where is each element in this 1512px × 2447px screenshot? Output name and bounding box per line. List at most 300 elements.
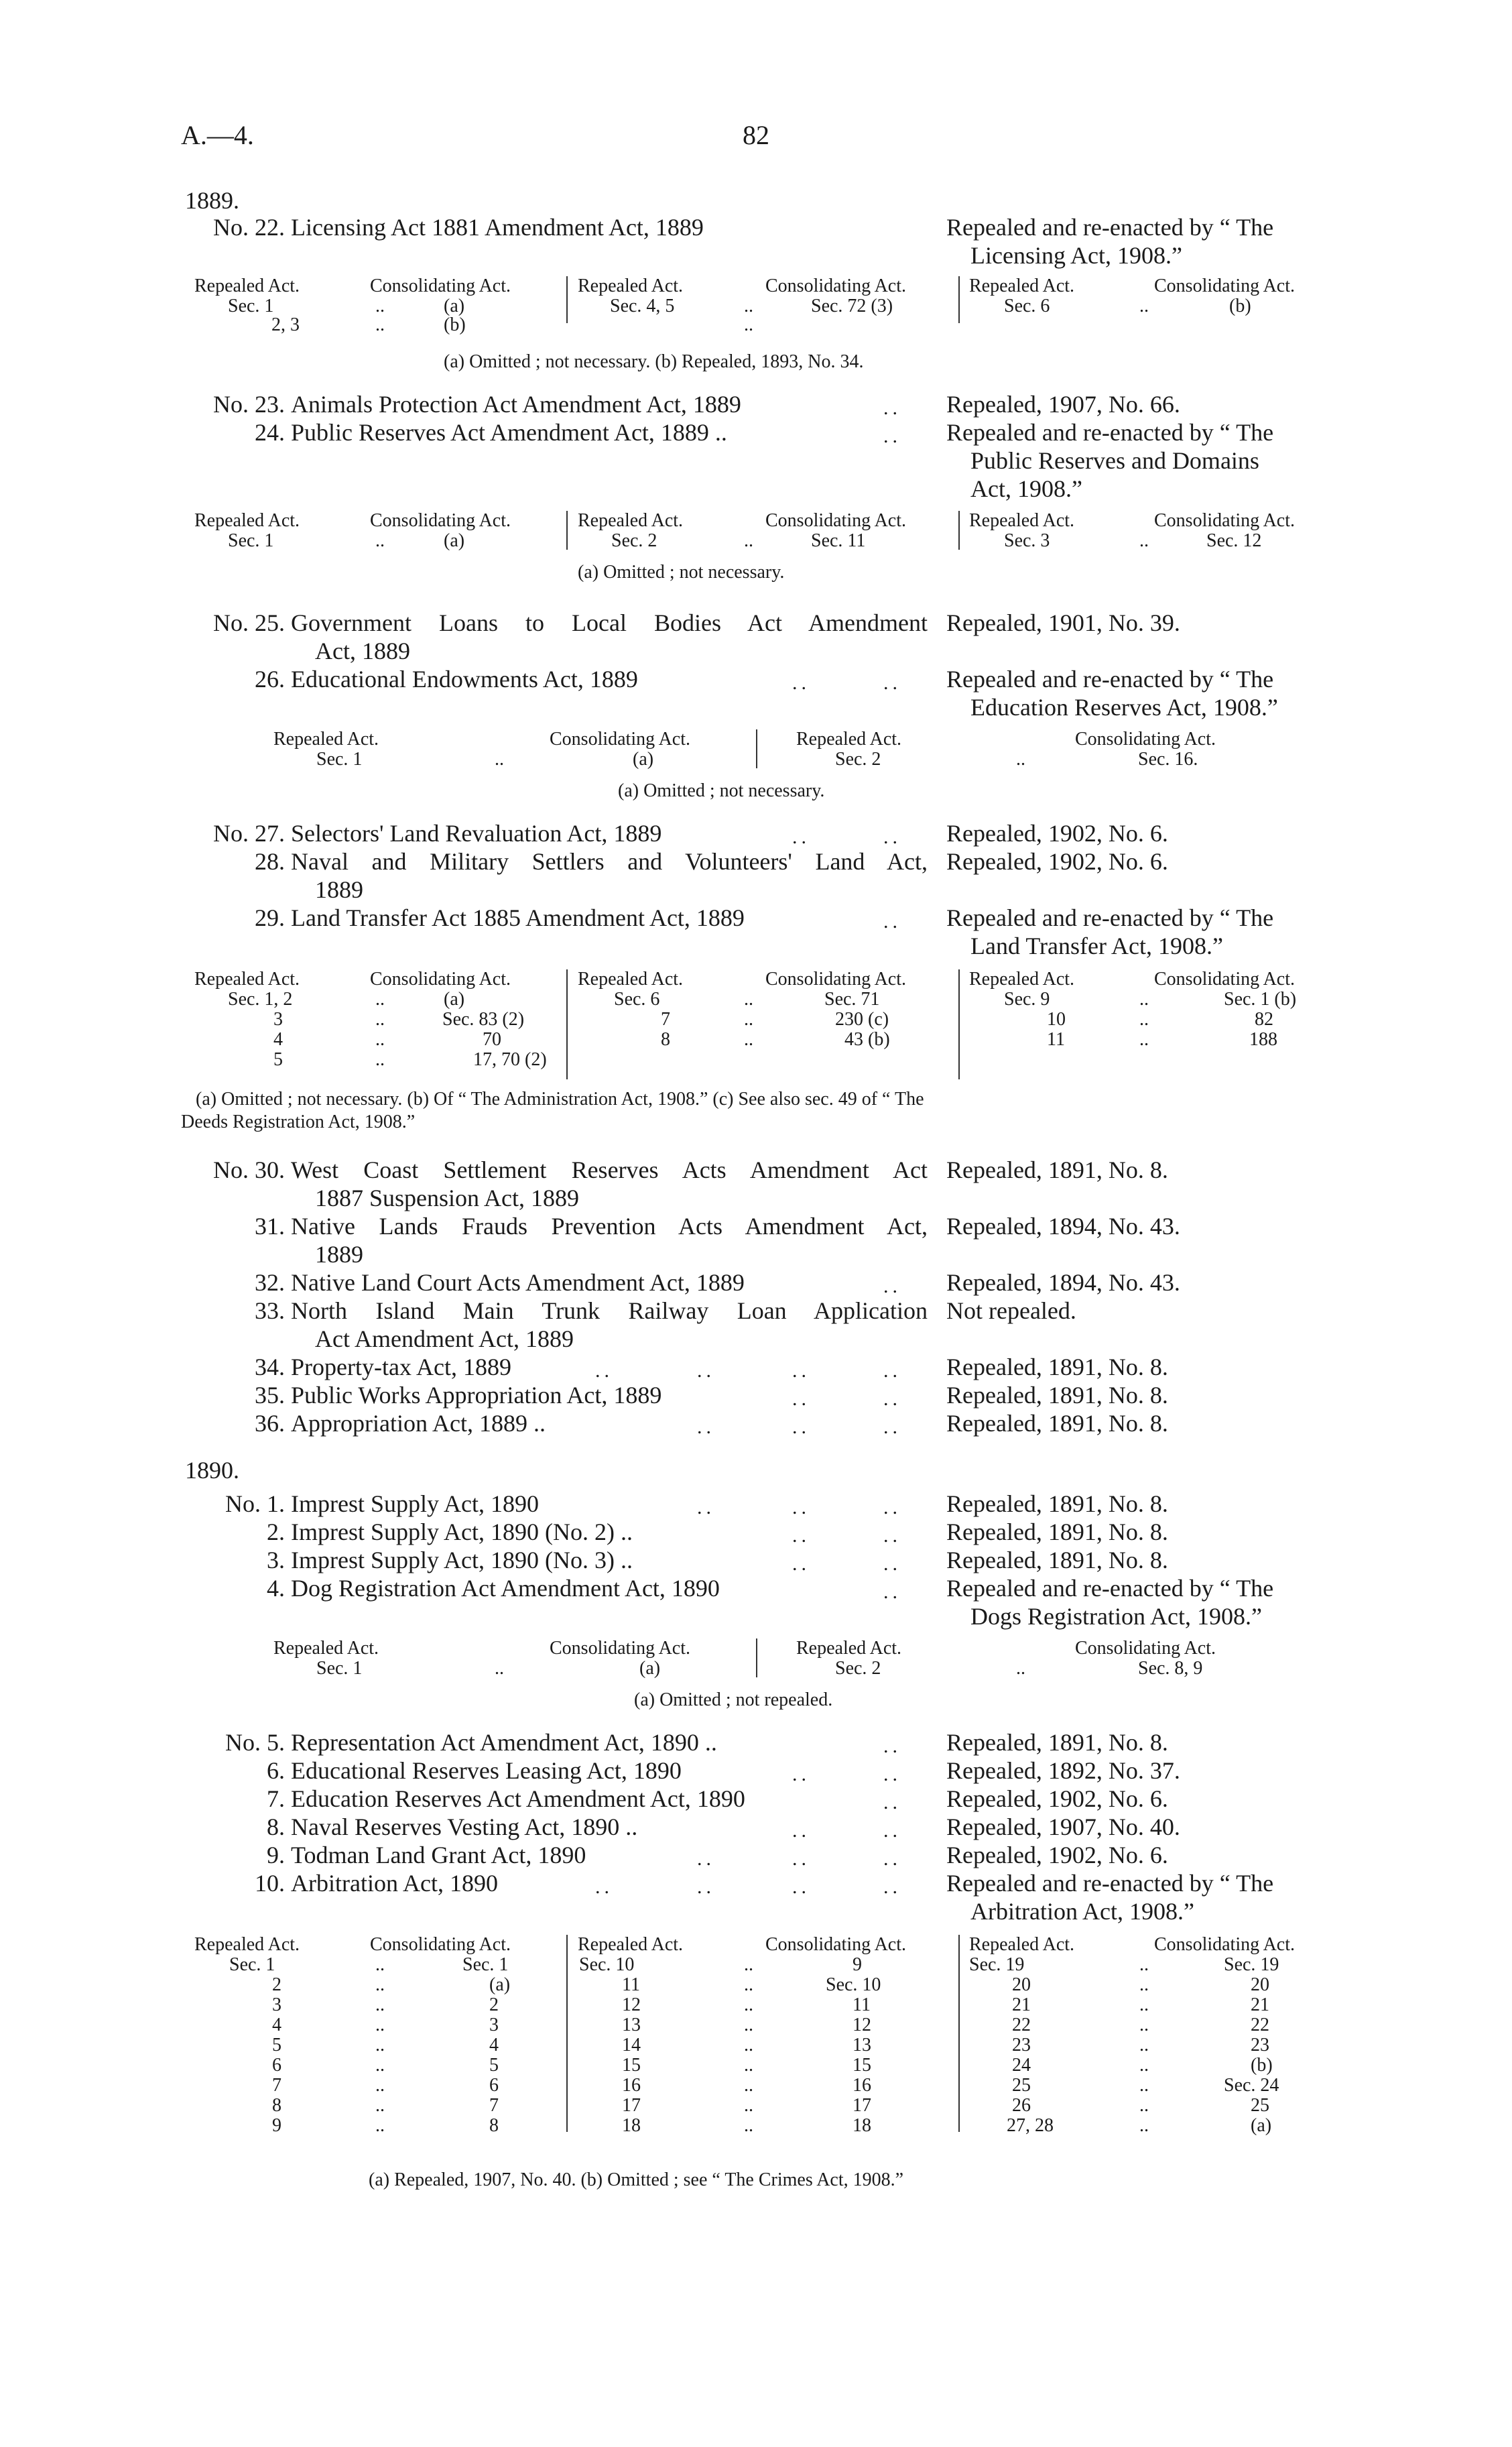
consolidating-section: (b) — [1251, 2055, 1273, 2076]
act-number: 32. — [255, 1269, 285, 1296]
act-status-line: Repealed and re-enacted by “ The — [946, 1575, 1274, 1602]
act-status: Repealed, 1891, No. 8. — [946, 1156, 1168, 1183]
leader-dots: .. — [1139, 530, 1149, 551]
act-status-line: Dogs Registration Act, 1908.” — [970, 1603, 1262, 1630]
repealed-section: Sec. 2 — [835, 1658, 881, 1679]
act-status: Repealed, 1902, No. 6. — [946, 820, 1168, 847]
act-status: Repealed, 1907, No. 66. — [946, 391, 1180, 418]
leader-dots: .. — [744, 989, 753, 1010]
leader-dots: .. — [495, 749, 504, 770]
leader-dots: .. — [792, 1819, 810, 1842]
act-title: Naval Reserves Vesting Act, 1890 .. — [291, 1813, 638, 1840]
repealed-section: 8 — [272, 2095, 281, 2116]
leader-dots: .. — [744, 1954, 753, 1975]
consolidating-section: (a) — [639, 1658, 661, 1679]
repealed-section: 11 — [1047, 1029, 1065, 1050]
column-header: Consolidating Act. — [370, 1934, 511, 1955]
leader-dots: .. — [1139, 1029, 1149, 1050]
leader-dots: .. — [883, 1360, 901, 1382]
column-divider — [566, 969, 568, 1079]
column-header: Consolidating Act. — [1154, 1934, 1295, 1955]
consolidating-section: 13 — [853, 2035, 871, 2055]
consolidating-section: Sec. 1 (b) — [1224, 989, 1297, 1010]
leader-dots: .. — [1139, 1974, 1149, 1995]
leader-dots: .. — [1139, 2035, 1149, 2055]
consolidating-section: 16 — [853, 2075, 871, 2096]
consolidating-section: 230 (c) — [835, 1009, 889, 1030]
leader-dots: .. — [697, 1848, 715, 1870]
act-number: 9. — [267, 1842, 285, 1868]
consolidating-section: 23 — [1251, 2035, 1269, 2055]
act-title: Animals Protection Act Amendment Act, 1889 — [291, 391, 741, 418]
act-status — [946, 1574, 1367, 1630]
act-number: 26. — [255, 666, 285, 693]
leader-dots: .. — [883, 1388, 901, 1410]
leader-dots: .. — [744, 2035, 753, 2055]
column-header: Repealed Act. — [969, 276, 1075, 296]
act-number: 2. — [267, 1518, 285, 1545]
repealed-section: 11 — [622, 1974, 640, 1995]
leader-dots: .. — [697, 1416, 715, 1438]
act-status: Repealed, 1892, No. 37. — [946, 1757, 1180, 1784]
leader-dots: .. — [1139, 296, 1149, 316]
consolidating-section: Sec. 16. — [1138, 749, 1198, 770]
leader-dots: .. — [744, 530, 753, 551]
act-title-line: Government Loans to Local Bodies Act Amendment — [291, 609, 928, 636]
leader-dots: .. — [375, 1994, 385, 2015]
consolidating-section: Sec. 11 — [811, 530, 866, 551]
repealed-section: 7 — [661, 1009, 670, 1030]
repealed-section: 4 — [273, 1029, 283, 1050]
consolidating-section: (a) — [633, 749, 654, 770]
repealed-section: 27, 28 — [1007, 2115, 1054, 2136]
section-table — [194, 1935, 1347, 2136]
act-status-line: Repealed and re-enacted by “ The — [946, 419, 1274, 446]
repealed-section: Sec. 4, 5 — [610, 296, 675, 316]
act-number: 3. — [267, 1547, 285, 1573]
column-divider — [958, 969, 960, 1079]
act-status: Repealed, 1891, No. 8. — [946, 1490, 1168, 1517]
act-title: Public Works Appropriation Act, 1889 — [291, 1382, 662, 1409]
consolidating-section: 17, 70 (2) — [473, 1049, 547, 1070]
consolidating-section: Sec. 1 — [462, 1954, 509, 1975]
column-header: Consolidating Act. — [370, 276, 511, 296]
leader-dots: .. — [1139, 2115, 1149, 2136]
act-status: Repealed, 1891, No. 8. — [946, 1729, 1168, 1756]
column-header: Consolidating Act. — [550, 729, 690, 750]
act-title-line: Native Lands Frauds Prevention Acts Amendment Act, — [291, 1213, 928, 1240]
act-number: No. 1. — [225, 1490, 285, 1517]
consolidating-section: (b) — [1229, 296, 1251, 316]
consolidating-section: 2 — [489, 1994, 499, 2015]
act-number: No. 25. — [213, 609, 285, 636]
repealed-section: 14 — [622, 2035, 641, 2055]
act-status-line: Public Reserves and Domains — [970, 447, 1259, 474]
column-header: Repealed Act. — [194, 969, 300, 990]
leader-dots: .. — [375, 1974, 385, 1995]
repealed-section: 12 — [622, 1994, 641, 2015]
leader-dots: .. — [697, 1496, 715, 1518]
act-title — [291, 847, 928, 904]
leader-dots: .. — [883, 1819, 901, 1842]
consolidating-section: Sec. 24 — [1224, 2075, 1279, 2096]
consolidating-section: (a) — [489, 1974, 511, 1995]
consolidating-section: (b) — [444, 314, 466, 335]
column-divider — [756, 1638, 757, 1677]
leader-dots: .. — [883, 672, 901, 694]
leader-dots: .. — [744, 2075, 753, 2096]
consolidating-section: 6 — [489, 2075, 499, 2096]
column-header: Repealed Act. — [194, 276, 300, 296]
leader-dots: .. — [883, 1791, 901, 1813]
section-table — [194, 511, 1347, 551]
repealed-section: 18 — [622, 2115, 641, 2136]
consolidating-section: Sec. 12 — [1206, 530, 1262, 551]
act-number: No. 5. — [225, 1729, 285, 1756]
act-status: Repealed, 1901, No. 39. — [946, 609, 1180, 636]
table-footnote: (a) Omitted ; not repealed. — [634, 1689, 833, 1710]
column-divider — [958, 1935, 960, 2132]
leader-dots: .. — [792, 1416, 810, 1438]
act-number: 8. — [267, 1813, 285, 1840]
consolidating-section: 15 — [853, 2055, 871, 2076]
leader-dots: .. — [883, 826, 901, 848]
leader-dots: .. — [883, 1275, 901, 1297]
act-status-line: Repealed and re-enacted by “ The — [946, 214, 1274, 241]
repealed-section: 6 — [272, 2055, 281, 2076]
year-heading: 1889. — [185, 187, 239, 214]
consolidating-section: 21 — [1251, 1994, 1269, 2015]
leader-dots: .. — [375, 2035, 385, 2055]
consolidating-section: 25 — [1251, 2095, 1269, 2116]
repealed-section: 5 — [273, 1049, 283, 1070]
act-title: Education Reserves Act Amendment Act, 1890 — [291, 1785, 745, 1812]
page-number: 82 — [743, 120, 769, 150]
repealed-section: 21 — [1012, 1994, 1031, 2015]
act-status: Repealed, 1894, No. 43. — [946, 1213, 1180, 1240]
act-status — [946, 665, 1367, 721]
act-title: Selectors' Land Revaluation Act, 1889 — [291, 820, 662, 847]
repealed-section: 4 — [272, 2015, 281, 2035]
leader-dots: .. — [792, 1360, 810, 1382]
act-status — [946, 213, 1367, 270]
act-number: 36. — [255, 1410, 285, 1437]
column-header: Repealed Act. — [273, 729, 379, 750]
leader-dots: .. — [375, 2115, 385, 2136]
repealed-section: Sec. 19 — [969, 1954, 1025, 1975]
act-title-line: 1889 — [315, 876, 363, 903]
column-divider — [958, 276, 960, 323]
consolidating-section: Sec. 72 (3) — [811, 296, 893, 316]
act-number: 35. — [255, 1382, 285, 1409]
leader-dots: .. — [792, 1496, 810, 1518]
leader-dots: .. — [1139, 2015, 1149, 2035]
leader-dots: .. — [883, 1496, 901, 1518]
column-header: Consolidating Act. — [1154, 510, 1295, 531]
leader-dots: .. — [792, 1388, 810, 1410]
act-title: Appropriation Act, 1889 .. — [291, 1410, 546, 1437]
column-header: Repealed Act. — [273, 1638, 379, 1659]
leader-dots: .. — [1139, 1994, 1149, 2015]
leader-dots: .. — [883, 910, 901, 933]
repealed-section: 8 — [661, 1029, 670, 1050]
leader-dots: .. — [883, 1553, 901, 1575]
repealed-section: 5 — [272, 2035, 281, 2055]
consolidating-section: 17 — [853, 2095, 871, 2116]
column-divider — [566, 1935, 568, 2132]
act-number: 10. — [255, 1870, 285, 1897]
page-header-code: A.—4. — [181, 120, 254, 150]
repealed-section: Sec. 1, 2 — [228, 989, 293, 1010]
leader-dots: .. — [1139, 2055, 1149, 2076]
act-title-line: Naval and Military Settlers and Volunteers' Land Act, — [291, 848, 928, 875]
consolidating-section: 7 — [489, 2095, 499, 2116]
consolidating-section: 8 — [489, 2115, 499, 2136]
leader-dots: .. — [1139, 2095, 1149, 2116]
act-status: Repealed, 1902, No. 6. — [946, 1842, 1168, 1868]
leader-dots: .. — [1016, 749, 1025, 770]
leader-dots: .. — [792, 1553, 810, 1575]
repealed-section: Sec. 2 — [611, 530, 657, 551]
leader-dots: .. — [1139, 1009, 1149, 1030]
column-header: Consolidating Act. — [1154, 969, 1295, 990]
leader-dots: .. — [595, 1876, 613, 1898]
act-number: No. 27. — [213, 820, 285, 847]
table-footnote: (a) Omitted ; not necessary. (b) Repealed, 1893, No. 34. — [444, 351, 864, 372]
act-number: 24. — [255, 419, 285, 446]
act-title: Dog Registration Act Amendment Act, 1890 — [291, 1575, 720, 1602]
act-number: No. 30. — [213, 1156, 285, 1183]
repealed-section: 24 — [1012, 2055, 1031, 2076]
table-footnote: (a) Repealed, 1907, No. 40. (b) Omitted ; see “ The Crimes Act, 1908.” — [369, 2169, 904, 2190]
leader-dots: .. — [883, 1763, 901, 1785]
leader-dots: .. — [375, 989, 385, 1010]
leader-dots: .. — [375, 2015, 385, 2035]
act-status: Repealed, 1902, No. 6. — [946, 1785, 1168, 1812]
consolidating-section: 43 (b) — [844, 1029, 890, 1050]
act-title — [291, 1212, 928, 1268]
repealed-section: Sec. 9 — [1004, 989, 1050, 1010]
leader-dots: .. — [375, 1049, 385, 1070]
leader-dots: .. — [1139, 2075, 1149, 2096]
repealed-section: Sec. 1 — [228, 296, 274, 316]
leader-dots: .. — [375, 2075, 385, 2096]
act-number: 7. — [267, 1785, 285, 1812]
column-header: Repealed Act. — [969, 510, 1075, 531]
consolidating-section: 11 — [853, 1994, 871, 2015]
leader-dots: .. — [883, 397, 901, 419]
repealed-section: Sec. 1 — [229, 1954, 275, 1975]
repealed-section: Sec. 2 — [835, 749, 881, 770]
act-status-line: Repealed and re-enacted by “ The — [946, 1870, 1274, 1897]
leader-dots: .. — [1139, 1954, 1149, 1975]
section-table — [273, 1638, 1319, 1679]
leader-dots: .. — [375, 2055, 385, 2076]
consolidating-section: 188 — [1249, 1029, 1277, 1050]
column-divider — [756, 729, 757, 768]
leader-dots: .. — [744, 1029, 753, 1050]
consolidating-section: Sec. 71 — [824, 989, 880, 1010]
act-status: Repealed, 1902, No. 6. — [946, 848, 1168, 875]
repealed-section: 25 — [1012, 2075, 1031, 2096]
consolidating-section: Sec. 19 — [1224, 1954, 1279, 1975]
leader-dots: .. — [375, 2095, 385, 2116]
act-status-line: Land Transfer Act, 1908.” — [970, 933, 1223, 959]
section-table — [194, 276, 1347, 335]
repealed-section: 13 — [622, 2015, 641, 2035]
act-title — [291, 609, 928, 665]
act-title: Educational Endowments Act, 1889 — [291, 666, 638, 693]
leader-dots: .. — [375, 314, 385, 335]
consolidating-section: 12 — [853, 2015, 871, 2035]
leader-dots: .. — [595, 1360, 613, 1382]
column-header: Consolidating Act. — [765, 510, 906, 531]
act-title: Arbitration Act, 1890 — [291, 1870, 498, 1897]
table-footnote: (a) Omitted ; not necessary. (b) Of “ The Administration Act, 1908.” (c) See also sec. 49 of “ The — [196, 1089, 924, 1110]
act-title: Imprest Supply Act, 1890 — [291, 1490, 539, 1517]
leader-dots: .. — [1139, 989, 1149, 1010]
leader-dots: .. — [375, 530, 385, 551]
act-number: 31. — [255, 1213, 285, 1240]
act-status-line: Act, 1908.” — [970, 475, 1082, 502]
column-divider — [566, 276, 568, 323]
act-title: Todman Land Grant Act, 1890 — [291, 1842, 586, 1868]
act-status: Repealed, 1891, No. 8. — [946, 1547, 1168, 1573]
act-title-line: 1889 — [315, 1241, 363, 1268]
act-title — [291, 1297, 928, 1353]
leader-dots: .. — [883, 1581, 901, 1603]
consolidating-section: 70 — [483, 1029, 501, 1050]
section-table — [273, 729, 1319, 770]
act-status: Repealed, 1891, No. 8. — [946, 1518, 1168, 1545]
consolidating-section: Sec. 83 (2) — [442, 1009, 525, 1030]
column-header: Consolidating Act. — [765, 1934, 906, 1955]
act-title-line: 1887 Suspension Act, 1889 — [315, 1185, 580, 1211]
leader-dots: .. — [883, 1876, 901, 1898]
consolidating-section: 3 — [489, 2015, 499, 2035]
repealed-section: 3 — [272, 1994, 281, 2015]
column-header: Repealed Act. — [796, 729, 902, 750]
column-divider — [566, 511, 568, 550]
consolidating-section: (a) — [444, 296, 465, 316]
act-number: 29. — [255, 904, 285, 931]
act-number: No. 23. — [213, 391, 285, 418]
column-header: Repealed Act. — [578, 969, 684, 990]
column-header: Repealed Act. — [578, 510, 684, 531]
leader-dots: .. — [883, 1416, 901, 1438]
consolidating-section: 18 — [853, 2115, 871, 2136]
repealed-section: Sec. 6 — [1004, 296, 1050, 316]
column-header: Repealed Act. — [578, 1934, 684, 1955]
act-title: Public Reserves Act Amendment Act, 1889 .. — [291, 419, 727, 446]
act-status-line: Arbitration Act, 1908.” — [970, 1898, 1194, 1925]
consolidating-section: (a) — [444, 989, 465, 1010]
column-header: Consolidating Act. — [1154, 276, 1295, 296]
column-header: Repealed Act. — [969, 969, 1075, 990]
repealed-section: 20 — [1012, 1974, 1031, 1995]
leader-dots: .. — [697, 1360, 715, 1382]
act-status-line: Licensing Act, 1908.” — [970, 242, 1182, 269]
consolidating-section: (a) — [1251, 2115, 1272, 2136]
table-footnote: (a) Omitted ; not necessary. — [578, 562, 785, 583]
act-status: Repealed, 1907, No. 40. — [946, 1813, 1180, 1840]
act-title: Licensing Act 1881 Amendment Act, 1889 — [291, 214, 704, 241]
leader-dots: .. — [792, 1763, 810, 1785]
repealed-section: Sec. 1 — [316, 1658, 363, 1679]
act-status — [946, 904, 1367, 960]
column-header: Repealed Act. — [969, 1934, 1075, 1955]
consolidating-section: 20 — [1251, 1974, 1269, 1995]
repealed-section: 26 — [1012, 2095, 1031, 2116]
column-header: Repealed Act. — [578, 276, 684, 296]
consolidating-section: 4 — [489, 2035, 499, 2055]
leader-dots: .. — [495, 1658, 504, 1679]
column-header: Consolidating Act. — [370, 510, 511, 531]
consolidating-section: 82 — [1255, 1009, 1273, 1030]
repealed-section: 17 — [622, 2095, 641, 2116]
leader-dots: .. — [697, 1876, 715, 1898]
leader-dots: .. — [744, 1009, 753, 1030]
leader-dots: .. — [792, 672, 810, 694]
act-number: 4. — [267, 1575, 285, 1602]
column-header: Consolidating Act. — [765, 276, 906, 296]
act-number: 34. — [255, 1354, 285, 1380]
leader-dots: .. — [883, 425, 901, 447]
leader-dots: .. — [375, 1029, 385, 1050]
repealed-section: Sec. 10 — [579, 1954, 635, 1975]
consolidating-section: (a) — [444, 530, 465, 551]
consolidating-section: 5 — [489, 2055, 499, 2076]
repealed-section: 9 — [272, 2115, 281, 2136]
act-title: Imprest Supply Act, 1890 (No. 2) .. — [291, 1518, 633, 1545]
act-status-line: Repealed and re-enacted by “ The — [946, 666, 1274, 693]
column-header: Consolidating Act. — [765, 969, 906, 990]
act-status-line: Repealed and re-enacted by “ The — [946, 904, 1274, 931]
leader-dots: .. — [744, 1994, 753, 2015]
column-header: Consolidating Act. — [1075, 729, 1216, 750]
column-header: Repealed Act. — [194, 1934, 300, 1955]
leader-dots: .. — [744, 1974, 753, 1995]
act-number: 33. — [255, 1297, 285, 1324]
leader-dots: .. — [375, 296, 385, 316]
repealed-section: Sec. 1 — [316, 749, 363, 770]
repealed-section: 16 — [622, 2075, 641, 2096]
act-title: Property-tax Act, 1889 — [291, 1354, 511, 1380]
act-status — [946, 418, 1367, 503]
act-number: No. 22. — [213, 214, 285, 241]
repealed-section: Sec. 6 — [614, 989, 660, 1010]
table-footnote: (a) Omitted ; not necessary. — [618, 780, 825, 801]
leader-dots: .. — [883, 1848, 901, 1870]
repealed-section: 15 — [622, 2055, 641, 2076]
consolidating-section: Sec. 10 — [826, 1974, 881, 1995]
leader-dots: .. — [883, 1525, 901, 1547]
act-title: Native Land Court Acts Amendment Act, 1889 — [291, 1269, 745, 1296]
repealed-section: Sec. 1 — [228, 530, 274, 551]
act-title-line: Act, 1889 — [315, 638, 410, 664]
repealed-section: Sec. 3 — [1004, 530, 1050, 551]
column-header: Repealed Act. — [194, 510, 300, 531]
leader-dots: .. — [744, 2055, 753, 2076]
act-status: Repealed, 1891, No. 8. — [946, 1382, 1168, 1409]
act-title: Imprest Supply Act, 1890 (No. 3) .. — [291, 1547, 633, 1573]
leader-dots: .. — [792, 1848, 810, 1870]
leader-dots: .. — [375, 1009, 385, 1030]
act-status: Not repealed. — [946, 1297, 1076, 1324]
leader-dots: .. — [792, 1525, 810, 1547]
leader-dots: .. — [744, 314, 753, 335]
leader-dots: .. — [744, 2095, 753, 2116]
